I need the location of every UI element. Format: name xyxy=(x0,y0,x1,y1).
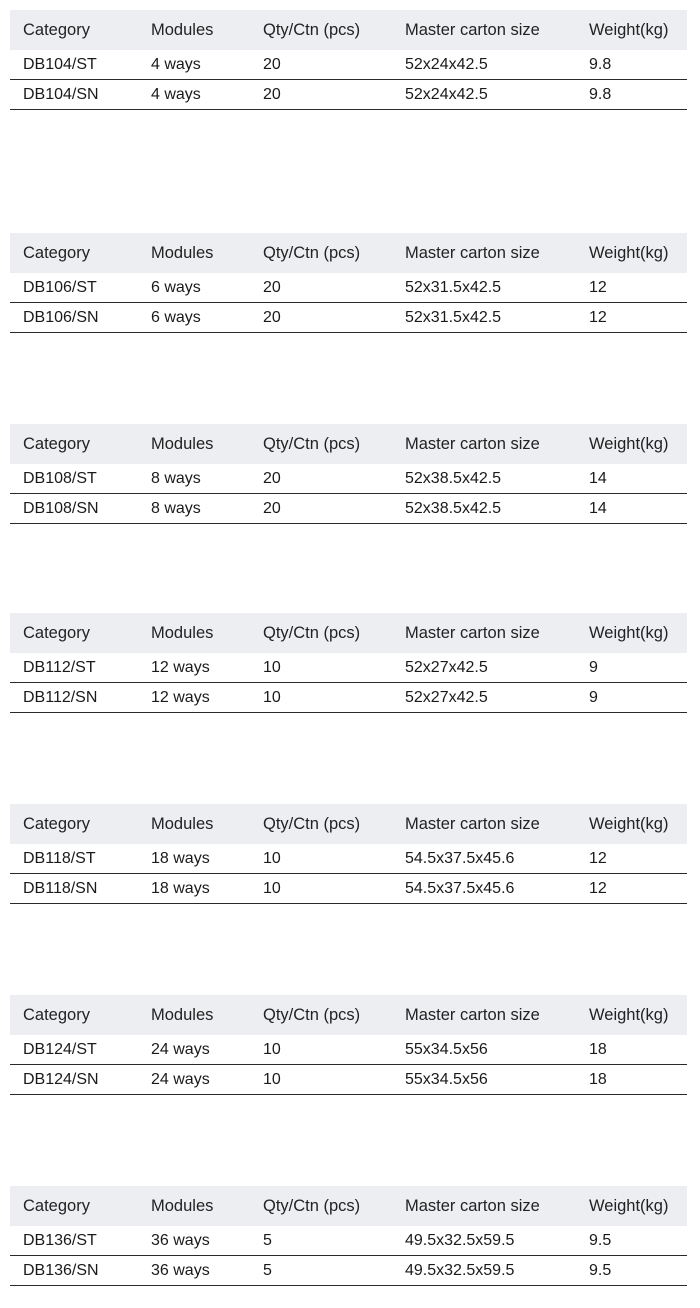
cell-carton-size: 55x34.5x56 xyxy=(405,1070,488,1088)
table-row xyxy=(10,303,687,333)
cell-weight: 18 xyxy=(589,1070,607,1088)
table-header xyxy=(10,233,687,273)
cell-carton-size: 55x34.5x56 xyxy=(405,1040,488,1058)
header-category: Category xyxy=(23,434,90,453)
spec-table-db124 xyxy=(10,995,687,1095)
spec-table-db104 xyxy=(10,10,687,110)
cell-qty: 20 xyxy=(263,499,281,517)
header-qty: Qty/Ctn (pcs) xyxy=(263,20,361,39)
header-weight: Weight(kg) xyxy=(589,1005,669,1024)
table-row xyxy=(10,683,687,713)
header-qty: Qty/Ctn (pcs) xyxy=(263,1005,361,1024)
cell-qty: 20 xyxy=(263,55,281,73)
table-header xyxy=(10,804,687,844)
cell-weight: 12 xyxy=(589,879,607,897)
cell-modules: 36 ways xyxy=(151,1261,210,1279)
cell-modules: 6 ways xyxy=(151,308,201,326)
cell-carton-size: 49.5x32.5x59.5 xyxy=(405,1261,515,1279)
header-modules: Modules xyxy=(151,434,214,453)
cell-weight: 12 xyxy=(589,278,607,296)
cell-carton-size: 52x31.5x42.5 xyxy=(405,278,502,296)
table-row xyxy=(10,50,687,80)
cell-qty: 10 xyxy=(263,1070,281,1088)
cell-carton-size: 52x38.5x42.5 xyxy=(405,499,502,517)
cell-category: DB124/SN xyxy=(23,1070,99,1088)
header-carton-size: Master carton size xyxy=(405,434,540,453)
cell-category: DB106/ST xyxy=(23,278,97,296)
header-qty: Qty/Ctn (pcs) xyxy=(263,623,361,642)
table-header xyxy=(10,1186,687,1226)
header-carton-size: Master carton size xyxy=(405,814,540,833)
spec-table-db136 xyxy=(10,1186,687,1286)
cell-carton-size: 52x38.5x42.5 xyxy=(405,469,502,487)
header-carton-size: Master carton size xyxy=(405,20,540,39)
table-header xyxy=(10,424,687,464)
cell-carton-size: 52x27x42.5 xyxy=(405,658,488,676)
cell-carton-size: 52x27x42.5 xyxy=(405,688,488,706)
cell-category: DB118/ST xyxy=(23,849,96,867)
cell-category: DB118/SN xyxy=(23,879,98,897)
header-weight: Weight(kg) xyxy=(589,434,669,453)
header-category: Category xyxy=(23,1005,90,1024)
cell-qty: 20 xyxy=(263,85,281,103)
header-carton-size: Master carton size xyxy=(405,1196,540,1215)
cell-modules: 6 ways xyxy=(151,278,201,296)
cell-qty: 10 xyxy=(263,849,281,867)
cell-qty: 5 xyxy=(263,1231,272,1249)
header-category: Category xyxy=(23,623,90,642)
cell-qty: 20 xyxy=(263,469,281,487)
header-weight: Weight(kg) xyxy=(589,243,669,262)
table-row xyxy=(10,1035,687,1065)
table-row xyxy=(10,464,687,494)
cell-modules: 8 ways xyxy=(151,499,201,517)
header-carton-size: Master carton size xyxy=(405,243,540,262)
table-row xyxy=(10,273,687,303)
spec-table-db112 xyxy=(10,613,687,713)
cell-qty: 10 xyxy=(263,1040,281,1058)
cell-modules: 12 ways xyxy=(151,688,210,706)
cell-modules: 18 ways xyxy=(151,849,210,867)
cell-carton-size: 52x24x42.5 xyxy=(405,55,488,73)
header-qty: Qty/Ctn (pcs) xyxy=(263,243,361,262)
header-qty: Qty/Ctn (pcs) xyxy=(263,814,361,833)
cell-weight: 14 xyxy=(589,469,607,487)
cell-carton-size: 54.5x37.5x45.6 xyxy=(405,879,515,897)
header-category: Category xyxy=(23,243,90,262)
cell-qty: 10 xyxy=(263,879,281,897)
header-modules: Modules xyxy=(151,243,214,262)
cell-weight: 12 xyxy=(589,308,607,326)
header-carton-size: Master carton size xyxy=(405,1005,540,1024)
header-category: Category xyxy=(23,814,90,833)
cell-modules: 8 ways xyxy=(151,469,201,487)
cell-modules: 4 ways xyxy=(151,55,201,73)
cell-modules: 36 ways xyxy=(151,1231,210,1249)
table-row xyxy=(10,874,687,904)
header-modules: Modules xyxy=(151,1005,214,1024)
table-header xyxy=(10,613,687,653)
table-row xyxy=(10,1226,687,1256)
cell-category: DB136/ST xyxy=(23,1231,97,1249)
cell-weight: 14 xyxy=(589,499,607,517)
header-modules: Modules xyxy=(151,20,214,39)
cell-weight: 9 xyxy=(589,658,598,676)
header-qty: Qty/Ctn (pcs) xyxy=(263,1196,361,1215)
spec-table-db106 xyxy=(10,233,687,333)
cell-weight: 9.8 xyxy=(589,85,612,103)
cell-carton-size: 49.5x32.5x59.5 xyxy=(405,1231,515,1249)
cell-category: DB108/ST xyxy=(23,469,97,487)
table-row xyxy=(10,80,687,110)
header-carton-size: Master carton size xyxy=(405,623,540,642)
cell-modules: 24 ways xyxy=(151,1070,210,1088)
header-modules: Modules xyxy=(151,814,214,833)
cell-weight: 9.5 xyxy=(589,1261,612,1279)
cell-category: DB104/ST xyxy=(23,55,97,73)
header-category: Category xyxy=(23,20,90,39)
header-qty: Qty/Ctn (pcs) xyxy=(263,434,361,453)
table-row xyxy=(10,1065,687,1095)
header-category: Category xyxy=(23,1196,90,1215)
cell-qty: 20 xyxy=(263,308,281,326)
spec-table-db108 xyxy=(10,424,687,524)
table-header xyxy=(10,10,687,50)
cell-qty: 10 xyxy=(263,658,281,676)
cell-modules: 12 ways xyxy=(151,658,210,676)
cell-category: DB136/SN xyxy=(23,1261,99,1279)
cell-qty: 20 xyxy=(263,278,281,296)
cell-qty: 5 xyxy=(263,1261,272,1279)
cell-modules: 18 ways xyxy=(151,879,210,897)
cell-qty: 10 xyxy=(263,688,281,706)
table-row xyxy=(10,1256,687,1286)
cell-weight: 9.8 xyxy=(589,55,612,73)
table-row xyxy=(10,653,687,683)
cell-weight: 9 xyxy=(589,688,598,706)
cell-category: DB112/SN xyxy=(23,688,98,706)
cell-carton-size: 52x24x42.5 xyxy=(405,85,488,103)
header-weight: Weight(kg) xyxy=(589,20,669,39)
cell-weight: 9.5 xyxy=(589,1231,612,1249)
cell-category: DB112/ST xyxy=(23,658,96,676)
cell-category: DB108/SN xyxy=(23,499,99,517)
cell-carton-size: 54.5x37.5x45.6 xyxy=(405,849,515,867)
cell-weight: 18 xyxy=(589,1040,607,1058)
table-row xyxy=(10,494,687,524)
table-header xyxy=(10,995,687,1035)
header-weight: Weight(kg) xyxy=(589,1196,669,1215)
cell-weight: 12 xyxy=(589,849,607,867)
cell-category: DB106/SN xyxy=(23,308,99,326)
spec-table-db118 xyxy=(10,804,687,904)
header-weight: Weight(kg) xyxy=(589,814,669,833)
table-row xyxy=(10,844,687,874)
cell-carton-size: 52x31.5x42.5 xyxy=(405,308,502,326)
cell-category: DB104/SN xyxy=(23,85,99,103)
cell-category: DB124/ST xyxy=(23,1040,97,1058)
header-modules: Modules xyxy=(151,623,214,642)
header-weight: Weight(kg) xyxy=(589,623,669,642)
header-modules: Modules xyxy=(151,1196,214,1215)
cell-modules: 24 ways xyxy=(151,1040,210,1058)
cell-modules: 4 ways xyxy=(151,85,201,103)
